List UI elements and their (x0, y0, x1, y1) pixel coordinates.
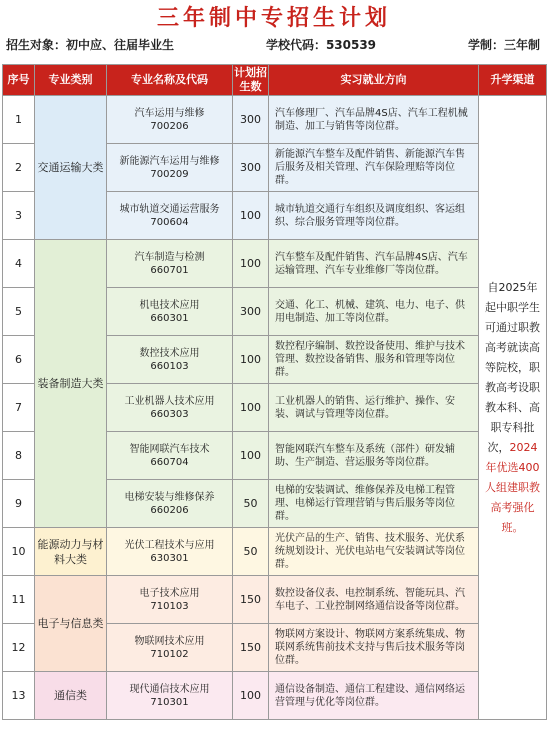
program-code: 710103 (150, 600, 189, 612)
program-code: 710102 (150, 648, 189, 660)
row-no: 1 (3, 96, 35, 144)
program-name: 现代通信技术应用 (129, 683, 210, 695)
program-cell (107, 144, 233, 192)
row-no: 11 (3, 576, 35, 624)
job-direction: 工业机器人的销售、运行维护、操作、安装、调试与管理等岗位群。 (269, 384, 479, 432)
admission-target: 招生对象：初中应、往届毕业生 (6, 38, 175, 52)
program-cell (107, 576, 233, 624)
header-program: 专业名称及代码 (107, 65, 233, 96)
info-bar (0, 32, 548, 58)
job-direction: 物联网方案设计、物联网方案系统集成、物联网系统售前技术支持与售后技术服务等岗位群。 (269, 624, 479, 672)
page-title: 三年制中专招生计划 (156, 5, 391, 31)
school-code: 学校代码：530539 (265, 38, 377, 52)
program-code: 660206 (150, 504, 189, 516)
row-no: 8 (3, 432, 35, 480)
program-code: 700209 (150, 168, 189, 180)
plan-count: 100 (233, 240, 269, 288)
table-row (3, 576, 547, 624)
category-telecom: 通信类 (35, 672, 107, 720)
plan-count: 300 (233, 288, 269, 336)
job-direction: 智能网联汽车整车及系统（部件）研发辅助、生产制造、营运服务等岗位群。 (269, 432, 479, 480)
program-cell (107, 480, 233, 528)
table-header-row (3, 65, 547, 96)
program-name: 数控技术应用 (139, 347, 200, 359)
plan-count: 100 (233, 336, 269, 384)
program-name: 智能网联汽车技术 (129, 443, 210, 455)
header-count: 计划招生数 (233, 65, 269, 96)
header-direction: 实习就业方向 (269, 65, 479, 96)
plan-count: 150 (233, 624, 269, 672)
category-equipment: 装备制造大类 (35, 240, 107, 528)
program-cell (107, 432, 233, 480)
program-cell (107, 240, 233, 288)
program-name: 电梯安装与维修保养 (124, 491, 215, 503)
program-name: 光伏工程技术与应用 (124, 539, 215, 551)
job-direction: 电梯的安装调试、维修保养及电梯工程管理、电梯运行管理营销与售后服务等岗位群。 (269, 480, 479, 528)
row-no: 4 (3, 240, 35, 288)
plan-count: 100 (233, 192, 269, 240)
row-no: 5 (3, 288, 35, 336)
row-no: 3 (3, 192, 35, 240)
program-code: 700604 (150, 216, 189, 228)
row-no: 13 (3, 672, 35, 720)
path-text: 自2025年起中职学生可通过职教高考就读高等院校，职教高考设职教本科、高职专科批次， (485, 280, 540, 454)
table-row (3, 96, 547, 144)
table-row (3, 672, 547, 720)
job-direction: 数控程序编制、数控设备使用、维护与技术管理、数控设备销售、服务和管理等岗位群。 (269, 336, 479, 384)
job-direction: 城市轨道交通行车组织及调度组织、客运组织、综合服务管理等岗位群。 (269, 192, 479, 240)
program-cell (107, 528, 233, 576)
path-highlight: 2024年优选400人组建职教高考强化班。 (485, 440, 540, 534)
table-row (3, 240, 547, 288)
plan-count: 100 (233, 384, 269, 432)
job-direction: 通信设备制造、通信工程建设、通信网络运营管理与优化等岗位群。 (269, 672, 479, 720)
plan-count: 50 (233, 528, 269, 576)
header-no: 序号 (3, 65, 35, 96)
plan-count: 100 (233, 432, 269, 480)
further-study-path (479, 96, 547, 720)
job-direction: 光伏产品的生产、销售、技术服务、光伏系统规划设计、光伏电站电气安装调试等岗位群。 (269, 528, 479, 576)
job-direction: 新能源汽车整车及配件销售、新能源汽车售后服务及相关管理、汽车保险理赔等岗位群。 (269, 144, 479, 192)
table-row (3, 528, 547, 576)
row-no: 9 (3, 480, 35, 528)
category-energy: 能源动力与材料大类 (35, 528, 107, 576)
program-cell (107, 672, 233, 720)
header-category: 专业类别 (35, 65, 107, 96)
program-cell (107, 192, 233, 240)
enrollment-table (2, 64, 547, 720)
program-name: 汽车运用与维修 (134, 107, 205, 119)
program-code: 630301 (150, 552, 189, 564)
program-name: 物联网技术应用 (134, 635, 205, 647)
plan-count: 150 (233, 576, 269, 624)
plan-count: 300 (233, 144, 269, 192)
job-direction: 交通、化工、机械、建筑、电力、电子、供用电制造、加工等岗位群。 (269, 288, 479, 336)
program-name: 汽车制造与检测 (134, 251, 205, 263)
program-cell (107, 384, 233, 432)
program-code: 660103 (150, 360, 189, 372)
program-code: 700206 (150, 120, 189, 132)
category-transport: 交通运输大类 (35, 96, 107, 240)
job-direction: 汽车整车及配件销售、汽车品牌4S店、汽车运输管理、汽车专业维修厂等岗位群。 (269, 240, 479, 288)
job-direction: 汽车修理厂、汽车品牌4S店、汽车工程机械制造、加工与销售等岗位群。 (269, 96, 479, 144)
study-duration: 学制：三年制 (467, 38, 540, 52)
plan-count: 100 (233, 672, 269, 720)
program-cell (107, 336, 233, 384)
program-code: 710301 (150, 696, 189, 708)
program-name: 新能源汽车运用与维修 (119, 155, 220, 167)
plan-count: 50 (233, 480, 269, 528)
category-electronics: 电子与信息类 (35, 576, 107, 672)
header-path: 升学渠道 (479, 65, 547, 96)
program-code: 660301 (150, 312, 189, 324)
program-cell (107, 96, 233, 144)
program-name: 机电技术应用 (139, 299, 200, 311)
program-name: 城市轨道交通运营服务 (119, 203, 220, 215)
plan-count: 300 (233, 96, 269, 144)
row-no: 10 (3, 528, 35, 576)
program-code: 660704 (150, 456, 189, 468)
program-name: 电子技术应用 (139, 587, 200, 599)
program-code: 660701 (150, 264, 189, 276)
row-no: 2 (3, 144, 35, 192)
row-no: 7 (3, 384, 35, 432)
row-no: 6 (3, 336, 35, 384)
job-direction: 数控设备仪表、电控制系统、智能玩具、汽车电子、工业控制网络通信设备等岗位群。 (269, 576, 479, 624)
program-cell (107, 624, 233, 672)
row-no: 12 (3, 624, 35, 672)
program-cell (107, 288, 233, 336)
program-name: 工业机器人技术应用 (124, 395, 215, 407)
program-code: 660303 (150, 408, 189, 420)
